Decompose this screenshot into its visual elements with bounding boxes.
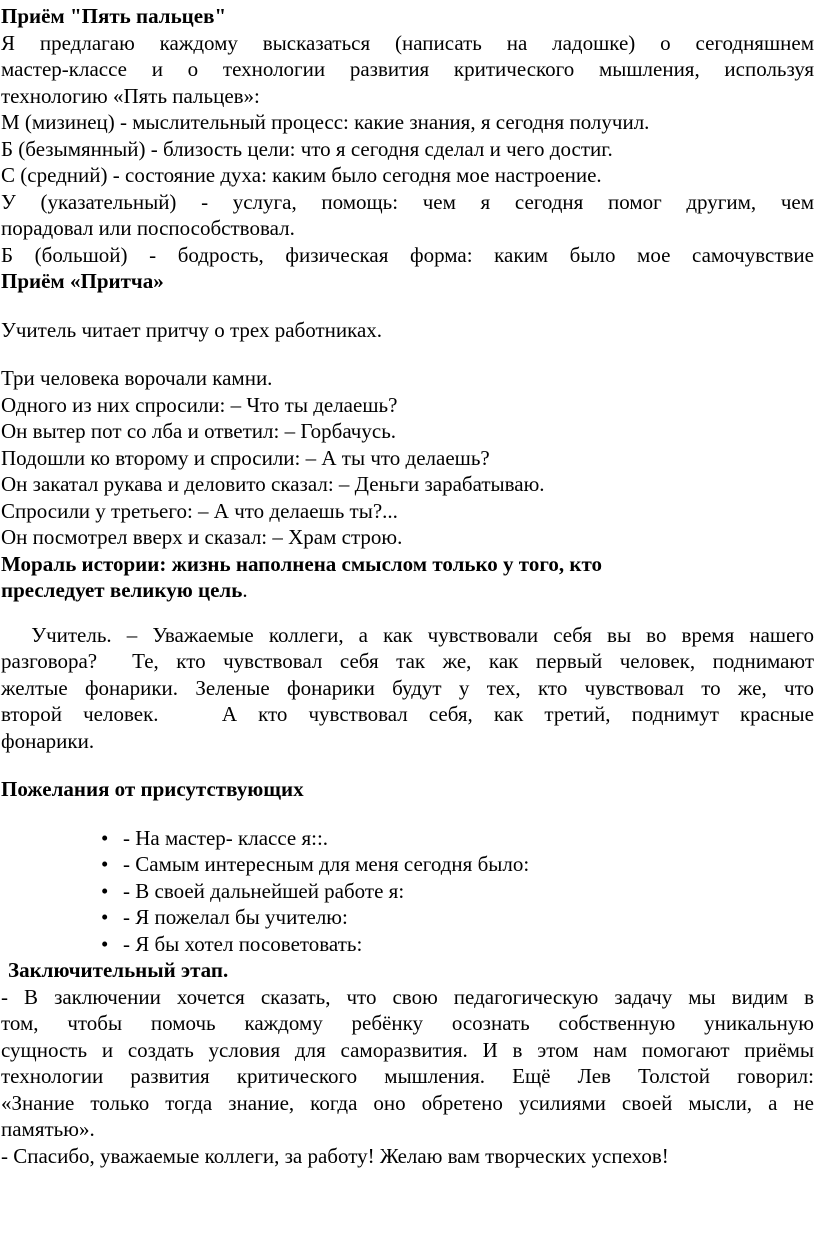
moral-line-2 — [1, 577, 814, 604]
document-page — [1, 3, 814, 1169]
finger-line-u-cont: порадовал или поспособствовал. — [1, 216, 295, 240]
parable-title: Приём «Притча» — [1, 269, 164, 293]
teacher-line: разговора? Те, кто чувствовал себя так же, как первый человек, поднимают — [1, 649, 814, 673]
spacer — [1, 343, 814, 365]
finger-line-big: Б (большой) - бодрость, физическая форма: каким было мое самочувствие — [1, 242, 814, 267]
final-stage-title: Заключительный этап. — [8, 958, 229, 982]
teacher-line: желтые фонарики. Зеленые фонарики будут у тех, кто чувствовал то же, что — [1, 675, 814, 700]
list-item: • - Самым интересным для меня сегодня было: — [101, 851, 814, 878]
list-item: • - Я пожелал бы учителю: — [101, 904, 814, 931]
conclusion-line: сущность и создать условия для саморазвития. И в этом нам помогают приёмы — [1, 1037, 814, 1062]
finger-line-m: М (мизинец) - мыслительный процесс: какие знания, я сегодня получил. — [1, 110, 650, 134]
conclusion-line: том, чтобы помочь каждому ребёнку осознать собственную уникальную — [1, 1011, 814, 1035]
spacer — [1, 295, 814, 317]
wishes-title: Пожелания от присутствующих — [1, 777, 304, 801]
spacer — [1, 803, 814, 825]
parable-line: Три человека ворочали камни. — [1, 366, 273, 390]
parable-line: Он закатал рукава и деловито сказал: – Деньги зарабатываю. — [1, 472, 545, 496]
conclusion-line: памятью». — [1, 1117, 95, 1141]
five-fingers-title: Приём "Пять пальцев" — [1, 4, 227, 28]
list-item: • - На мастер- классе я::. — [101, 825, 814, 852]
parable-line: Одного из них спросили: – Что ты делаешь? — [1, 392, 398, 417]
finger-line-u: У (указательный) - услуга, помощь: чем я сегодня помог другим, чем — [1, 189, 814, 214]
spacer — [1, 754, 814, 776]
parable-line: Подошли ко второму и спросили: – А ты что делаешь? — [1, 445, 490, 470]
conclusion-line: - В заключении хочется сказать, что свою педагогическую задачу мы видим в — [1, 984, 814, 1009]
teacher-reads-line: Учитель читает притчу о трех работниках. — [1, 317, 383, 342]
teacher-line: фонарики. — [1, 728, 95, 753]
moral-period: . — [242, 578, 248, 602]
spacer — [1, 604, 814, 622]
parable-line: Он посмотрел вверх и сказал: – Храм строю. — [1, 525, 403, 549]
moral-line: Мораль истории: жизнь наполнена смыслом только у того, кто — [1, 551, 602, 576]
moral-emphasis: преследует великую цель — [1, 578, 243, 602]
list-item: • - В своей дальнейшей работе я: — [101, 878, 814, 905]
thanks-line: - Спасибо, уважаемые коллеги, за работу! Желаю вам творческих успехов! — [1, 1143, 669, 1168]
conclusion-line: технологии развития критического мышления. Ещё Лев Толстой говорил: — [1, 1064, 814, 1088]
parable-line: Спросили у третьего: – А что делаешь ты?... — [1, 498, 398, 523]
finger-line-b: Б (безымянный) - близость цели: что я сегодня сделал и чего достиг. — [1, 136, 613, 161]
intro-line: Я предлагаю каждому высказаться (написать на ладошке) о сегодняшнем — [1, 30, 814, 55]
finger-line-s: С (средний) - состояние духа: каким было сегодня мое настроение. — [1, 163, 602, 187]
intro-line: мастер-классе и о технологии развития критического мышления, используя — [1, 57, 814, 81]
teacher-line: второй человек. А кто чувствовал себя, как третий, поднимут красные — [1, 702, 814, 726]
parable-line: Он вытер пот со лба и ответил: – Горбачусь. — [1, 419, 397, 443]
wishes-list — [1, 825, 814, 958]
intro-line: технологию «Пять пальцев»: — [1, 83, 260, 108]
list-item: • - Я бы хотел посоветовать: — [101, 931, 814, 958]
conclusion-line: «Знание только тогда знание, когда оно обретено усилиями своей мысли, а не — [1, 1090, 814, 1115]
teacher-line: Учитель. – Уважаемые коллеги, а как чувствовали себя вы во время нашего — [1, 622, 814, 647]
